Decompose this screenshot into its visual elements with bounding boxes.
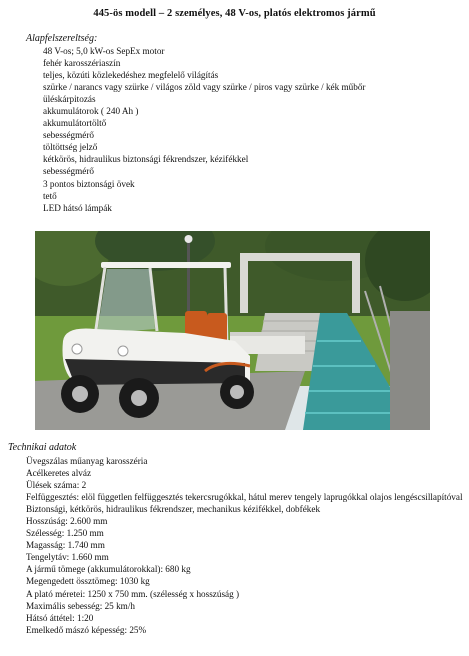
basic-equipment-heading: Alapfelszereltség: bbox=[26, 33, 98, 44]
list-item: Acélkeretes alváz bbox=[26, 468, 92, 479]
list-item: Hosszúság: 2.600 mm bbox=[26, 516, 108, 527]
list-item: Tengelytáv: 1.660 mm bbox=[26, 552, 109, 563]
list-item: Magasság: 1.740 mm bbox=[26, 540, 105, 551]
list-item: sebességmérő bbox=[43, 166, 95, 177]
technical-data-heading: Technikai adatok bbox=[8, 442, 77, 453]
list-item: Emelkedő mászó képesség: 25% bbox=[26, 624, 147, 635]
list-item: Szélesség: 1.250 mm bbox=[26, 528, 104, 539]
list-item: A plató méretei: 1250 x 750 mm. (szélesség x hosszúság ) bbox=[26, 588, 240, 599]
list-item: üléskárpitozás bbox=[43, 94, 96, 105]
list-item: teljes, közúti közlekedéshez megfelelő világítás bbox=[43, 70, 219, 81]
technical-data-list bbox=[26, 455, 466, 636]
document-title: 445-ös modell – 2 személyes, 48 V-os, platós elektromos jármű bbox=[93, 8, 376, 19]
list-item: akkumulátortöltő bbox=[43, 118, 107, 129]
list-item: Felfüggesztés: elöl független felfüggesztés tekercsrugókkal, hátul merev tengely laprugókkal olajos lengéscsillapítóval bbox=[26, 492, 463, 503]
list-item: 48 V-os; 5,0 kW-os SepEx motor bbox=[43, 46, 165, 56]
list-item: Maximális sebesség: 25 km/h bbox=[26, 600, 135, 611]
list-item: tető bbox=[43, 190, 57, 201]
list-item: töltöttség jelző bbox=[43, 142, 98, 153]
list-item: 3 pontos biztonsági övek bbox=[43, 178, 135, 189]
list-item: Hátsó áttétel: 1:20 bbox=[26, 612, 94, 623]
list-item: fehér karosszériaszín bbox=[43, 58, 121, 69]
list-item: akkumulátorok ( 240 Ah ) bbox=[43, 106, 139, 117]
vehicle-photo bbox=[35, 231, 430, 430]
list-item: kétkörös, hidraulikus biztonsági fékrendszer, kézifékkel bbox=[43, 154, 249, 165]
basic-equipment-list bbox=[43, 45, 366, 214]
list-item: szürke / narancs vagy szürke / világos zöld vagy szürke / piros vagy szürke / kék műbőr bbox=[43, 82, 366, 93]
list-item: Üvegszálas műanyag karosszéria bbox=[26, 456, 148, 466]
list-item: sebességmérő bbox=[43, 130, 95, 141]
list-item: Biztonsági, kétkörös, hidraulikus fékrendszer, mechanikus kézifékkel, dobfékek bbox=[26, 504, 321, 515]
list-item: A jármű tömege (akkumulátorokkal): 680 kg bbox=[26, 564, 191, 575]
list-item: LED hátsó lámpák bbox=[43, 202, 112, 213]
list-item: Megengedett össztömeg: 1030 kg bbox=[26, 576, 150, 587]
list-item: Ülések száma: 2 bbox=[26, 480, 87, 491]
